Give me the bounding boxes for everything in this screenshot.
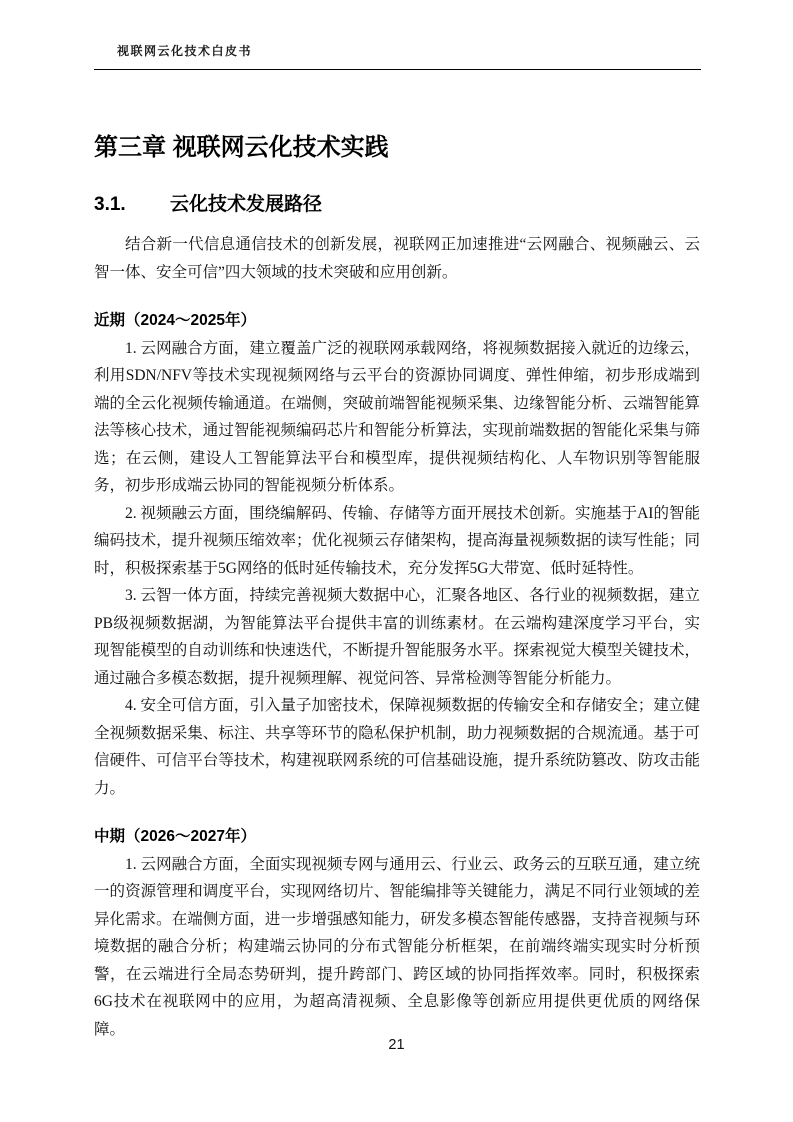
section-number: 3.1. bbox=[94, 194, 126, 215]
mid-term-heading: 中期（2026～2027年） bbox=[94, 828, 256, 845]
page-footer bbox=[0, 1036, 793, 1054]
near-term-paragraph-1: 1. 云网融合方面，建立覆盖广泛的视联网承载网络，将视频数据接入就近的边缘云，利用SDN/NFV等技术实现视频网络与云平台的资源协同调度、弹性伸缩，初步形成端到端的全云化视频传输通道。在端侧，突破前端智能视频采集、边缘智能分析、云端智能算法等核心技术，通过智能视频编码芯片和智能分析算法，实现前端数据的智能化采集与筛选；在云侧，建设人工智能算法平台和模型库，提供视频结构化、人车物识别等智能服务，初步形成端云协同的智能视频分析体系。 bbox=[94, 339, 700, 494]
near-term-paragraph-2: 2. 视频融云方面，围绕编解码、传输、存储等方面开展技术创新。实施基于AI的智能编码技术，提升视频压缩效率；优化视频云存储架构，提高海量视频数据的读写性能；同时，积极探索基于5G网络的低时延传输技术，充分发挥5G大带宽、低时延特性。 bbox=[94, 504, 700, 577]
near-term-paragraph-4: 4. 安全可信方面，引入量子加密技术，保障视频数据的传输安全和存储安全；建立健全视频数据采集、标注、共享等环节的隐私保护机制，助力视频数据的合规流通。基于可信硬件、可信平台等技术，构建视联网系统的可信基础设施，提升系统防篡改、防攻击能力。 bbox=[94, 697, 700, 797]
near-term-paragraph-3: 3. 云智一体方面，持续完善视频大数据中心，汇聚各地区、各行业的视频数据，建立PB级视频数据湖，为智能算法平台提供丰富的训练素材。在云端构建深度学习平台，实现智能模型的自动训练和快速迭代，不断提升智能服务水平。探索视觉大模型关键技术，通过融合多模态数据，提升视频理解、视觉问答、异常检测等智能分析能力。 bbox=[94, 587, 700, 687]
page-content bbox=[94, 132, 700, 1043]
section-heading bbox=[94, 192, 700, 218]
section-title: 云化技术发展路径 bbox=[170, 194, 323, 215]
near-term-heading: 近期（2024～2025年） bbox=[94, 312, 256, 329]
page-header bbox=[94, 0, 701, 70]
page-number: 21 bbox=[388, 1037, 405, 1053]
mid-term-paragraph-1: 1. 云网融合方面，全面实现视频专网与通用云、行业云、政务云的互联互通，建立统一的资源管理和调度平台，实现网络切片、智能编排等关键能力，满足不同行业领域的差异化需求。在端侧方面，进一步增强感知能力，研发多模态智能传感器，支持音视频与环境数据的融合分析；构建端云协同的分布式智能分析框架，在前端终端实现实时分析预警，在云端进行全局态势研判，提升跨部门、跨区域的协同指挥效率。同时，积极探索6G技术在视联网中的应用，为超高清视频、全息影像等创新应用提供更优质的网络保障。 bbox=[94, 855, 700, 1038]
intro-paragraph: 结合新一代信息通信技术的创新发展，视联网正加速推进“云网融合、视频融云、云智一体、安全可信”四大领域的技术突破和应用创新。 bbox=[94, 236, 700, 281]
chapter-title: 第三章 视联网云化技术实践 bbox=[94, 134, 389, 161]
document-header-title: 视联网云化技术白皮书 bbox=[117, 44, 253, 58]
